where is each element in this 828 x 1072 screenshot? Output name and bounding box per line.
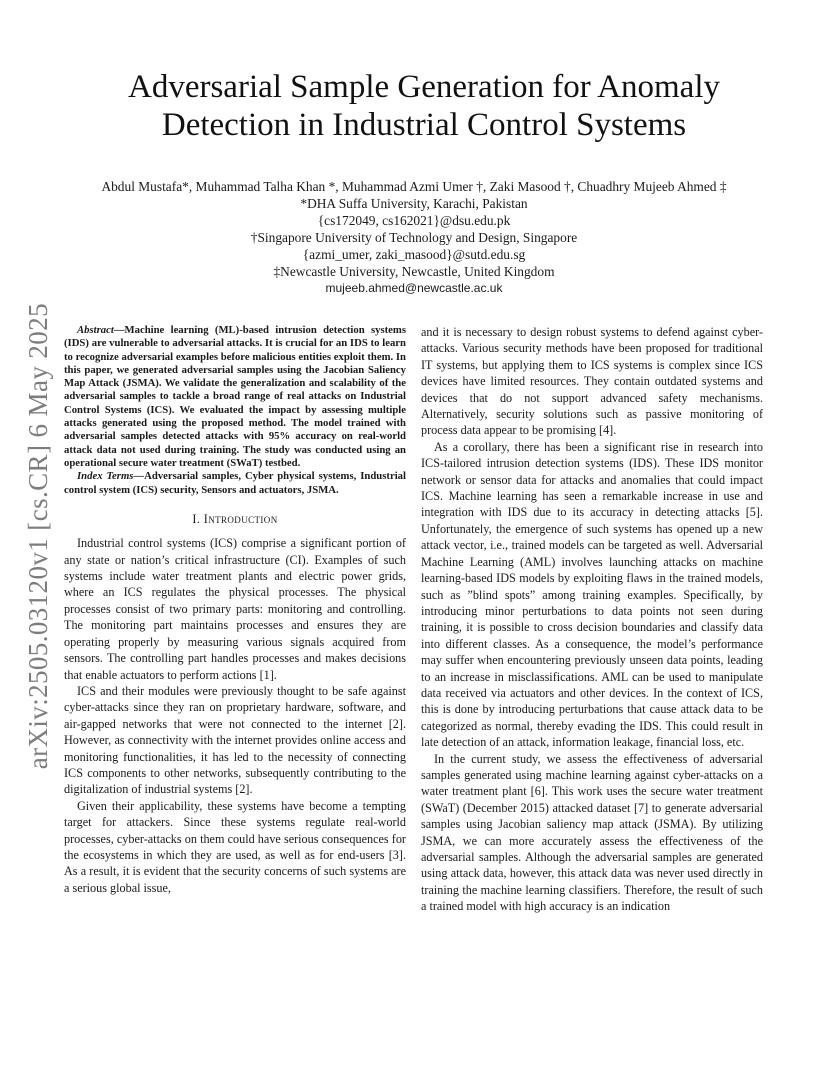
index-terms-text: —Adversarial samples, Cyber physical systems, Industrial control system (ICS) security, Sensors and actuators, JSMA.: [64, 470, 406, 496]
section-heading-introduction: I. Introduction: [192, 511, 278, 526]
index-terms-label: Index Terms: [77, 470, 134, 483]
body-paragraph: Industrial control systems (ICS) comprise a significant portion of any state or nation’s critical infrastructure (CI). Examples of such systems include water treatment plants and electric power grids, where an ICS regulates the physical processes. The physical processes consist of two primary parts: monitoring and controlling. The monitoring part maintains processes and ensures they are operating properly by measuring various signals acquired from sensors. The controlling part handles processes and makes decisions that enable actuators to perform actions [1].: [64, 536, 406, 682]
body-paragraph: Given their applicability, these systems have become a tempting target for attackers. Since these systems regulate real-world processes, cyber-attacks on them could have serious consequences for the ecosystems in which they are used, as well as for end-users [3]. As a result, it is evident that the security concerns of such systems are a serious global issue,: [64, 798, 406, 895]
affiliation-sutd: †Singapore University of Technology and Design, Singapore: [250, 230, 578, 245]
paper-title: [80, 68, 768, 144]
abstract-label: Abstract: [77, 324, 114, 336]
affiliation-newcastle: ‡Newcastle University, Newcastle, United Kingdom: [273, 264, 555, 279]
author-block: [60, 178, 768, 297]
right-column: [421, 324, 763, 915]
arxiv-identifier: [16, 300, 60, 772]
body-paragraph: As a corollary, there has been a significant rise in research into ICS-tailored intrusion detection systems (IDS). These IDS monitor network or sensor data for attacks and anomalies that could impact ICS. Machine learning has seen a remarkable increase in use and integration with IDS due to its accuracy in detecting attacks [5]. Unfortunately, the emergence of such systems has opened up a new attack vector, i.e., trained models can be targeted as well. Adversarial Machine Learning (AML) involves launching attacks on machine learning-based IDS models by exploiting flaws in the trained models, such as ”blind spots” among training examples. Specifically, by introducing minor perturbations to data points not seen during training, it is possible to cross decision boundaries and classify data into different classes. As a consequence, the model’s performance may suffer when encountering previously unseen data points, leading to an increase in misclassifications. AML can be used to manipulate data received via actuators and other devices. In the context of ICS, this is done by introducing perturbations that cause attack data to be categorized as normal, thereby evading the IDS. This could result in late detection of an attack, information leakage, financial loss, etc.: [421, 439, 763, 750]
affiliation-dsu: *DHA Suffa University, Karachi, Pakistan: [300, 196, 528, 211]
arxiv-identifier-text: arXiv:2505.03120v1 [cs.CR] 6 May 2025: [22, 302, 53, 770]
body-paragraph: ICS and their modules were previously thought to be safe against cyber-attacks since they ran on proprietary hardware, software, and air-gapped networks that were not connected to the internet [2]. However, as connectivity with the internet provides online access and monitoring functionalities, it has led to the necessity of connecting ICS components to other networks, subsequently contributing to the digitalization of industrial systems [2].: [64, 683, 406, 797]
index-terms: [64, 470, 406, 497]
left-column: [64, 324, 406, 896]
title-line: Detection in Industrial Control Systems: [161, 107, 687, 143]
body-paragraph: In the current study, we assess the effectiveness of adversarial samples generated using machine learning against cyber-attacks on a water treatment plant [6]. This work uses the secure water treatment (SWaT) (December 2015) attacked dataset [7] to generate adversarial samples using Jacobian saliency map attack (JSMA). By utilizing JSMA, we can more accurately assess the effectiveness of the adversarial samples. Although the adversarial samples are generated using attack data, however, this attack data was never used directly in training the machine learning classifiers. Therefore, the result of such a trained model with high accuracy is an indication: [421, 751, 763, 914]
abstract: [64, 324, 406, 470]
author-list: Abdul Mustafa*, Muhammad Talha Khan *, Muhammad Azmi Umer †, Zaki Masood †, Chuadhry Mujeeb Ahmed ‡: [101, 179, 727, 194]
email-sutd: {azmi_umer, zaki_masood}@sutd.edu.sg: [302, 247, 526, 262]
abstract-text: —Machine learning (ML)-based intrusion detection systems (IDS) are vulnerable to adversarial attacks. It is crucial for an IDS to learn to recognize adversarial examples before malicious entities exploit them. In this paper, we generated adversarial samples using the Jacobian Saliency Map Attack (JSMA). We validate the generalization and scalability of the adversarial samples to tackle a broad range of real attacks on Industrial Control Systems (ICS). We evaluated the impact by assessing multiple attacks generated using the proposed method. The model trained with adversarial samples detected attacks with 95% accuracy on real-world attack data not used during training. The study was conducted using an operational secure water treatment (SWaT) testbed.: [64, 324, 406, 469]
email-dsu: {cs172049, cs162021}@dsu.edu.pk: [317, 213, 511, 228]
email-newcastle: mujeeb.ahmed@newcastle.ac.uk: [325, 281, 503, 295]
title-line: Adversarial Sample Generation for Anomaly: [128, 69, 720, 105]
body-paragraph: and it is necessary to design robust systems to defend against cyber-attacks. Various security methods have been proposed for traditional IT systems, but applying them to ICS systems is complex since ICS devices have limited resources. They contain outdated systems and devices that do not support advanced safety mechanisms. Alternatively, security solutions such as passive monitoring of process data appear to be promising [4].: [421, 325, 763, 438]
